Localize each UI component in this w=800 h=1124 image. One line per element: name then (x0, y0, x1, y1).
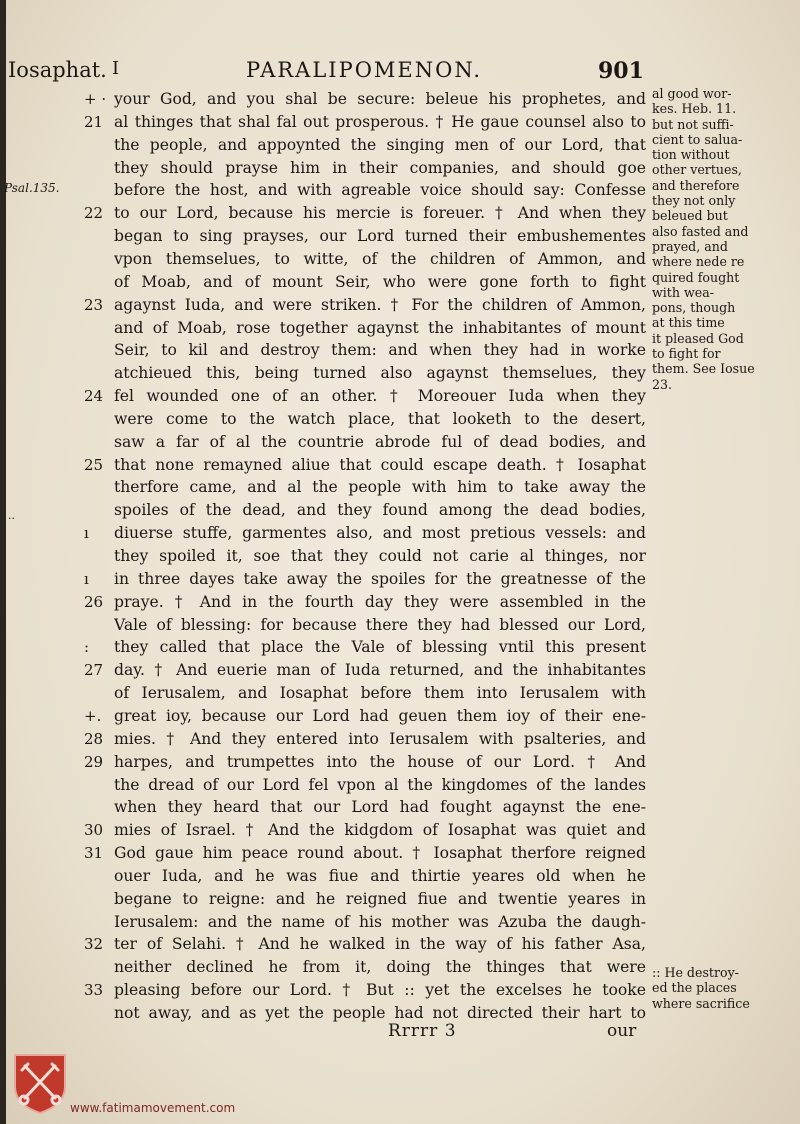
text-line (0, 935, 800, 957)
line-text: Seir, to kil and destroy them: and when they had in worke (114, 341, 646, 360)
line-text: praye. † And in the fourth day they were assembled in the (114, 592, 646, 611)
verse-number: 30 (84, 821, 104, 840)
margin-note-line: al good wor- (652, 86, 732, 101)
margin-note-line: them. See Iosue (652, 361, 755, 377)
text-line (0, 844, 800, 866)
text-line (0, 616, 800, 638)
text-line (0, 593, 800, 615)
line-text: your God, and you shal be secure: beleue his prophetes, and (114, 90, 646, 108)
line-text: diuerse stuffe, garmentes also, and most pretious vessels: and (114, 524, 646, 543)
line-text: they should prayse him in their companies, and should goe (114, 158, 646, 177)
line-text: Vale of blessing: for because there they had blessed our Lord, (114, 615, 646, 634)
verse-number: 22 (84, 204, 104, 223)
line-text: began to sing prayses, our Lord turned their embushementes (114, 227, 646, 246)
text-line (0, 798, 800, 820)
verse-number: +. (84, 706, 102, 725)
papal-keys-logo-icon (12, 1052, 68, 1114)
margin-note-line: kes. Heb. 11. (652, 101, 737, 117)
margin-note-line: other vertues, (652, 162, 742, 178)
margin-note-line: beleued but (652, 208, 728, 224)
line-text: of Ierusalem, and Iosaphat before them into Ierusalem with (114, 684, 646, 703)
line-text: mies of Israel. † And the kidgdom of Iosaphat was quiet and (114, 821, 646, 840)
text-line (0, 684, 800, 706)
margin-note-line: ed the places (652, 980, 737, 996)
verse-number: ı (84, 569, 89, 588)
line-text: in three dayes take away the spoiles for the greatnesse of the (114, 569, 646, 588)
cross-reference: Psal.135. (4, 181, 60, 196)
verse-number: : (84, 638, 90, 657)
line-text: saw a far of al the countrie abrode ful of dead bodies, and (114, 432, 646, 451)
line-text: pleasing before our Lord. † But :: yet the excelses he tooke (114, 981, 646, 1000)
running-head-mark: I (112, 58, 120, 79)
line-text: not away, and as yet the people had not directed their hart to (114, 1004, 646, 1022)
margin-note-line: :: He destroy- (652, 965, 739, 980)
line-text: God gaue him peace round about. † Iosaphat therfore reigned (114, 844, 646, 863)
text-line (0, 456, 800, 478)
text-line (0, 478, 800, 500)
margin-note-good-works (652, 86, 764, 392)
line-text: the dread of our Lord fel vpon al the kingdomes of the landes (114, 775, 646, 794)
margin-note-line: but not suffi- (652, 116, 734, 132)
margin-note-line: pons, though (652, 300, 736, 316)
text-line (0, 890, 800, 912)
text-line (0, 707, 800, 729)
line-text: agaynst Iuda, and were striken. † For the children of Ammon, (114, 295, 646, 314)
line-text: to our Lord, because his mercie is foreuer. † And when they (114, 204, 646, 223)
margin-note-line: it pleased God (652, 330, 744, 346)
line-text: of Moab, and of mount Seir, who were gone forth to fight (114, 272, 646, 291)
margin-note-line: where nede re (652, 254, 745, 270)
text-line (0, 433, 800, 455)
margin-note-line: tion without (652, 147, 730, 163)
verse-number: 32 (84, 935, 104, 954)
line-text: before the host, and with agreable voice should say: Confesse (114, 181, 646, 200)
verse-number: 24 (84, 387, 104, 406)
line-text: the people, and appoynted the singing men of our Lord, that (114, 135, 646, 154)
verse-number: ı (84, 524, 89, 543)
margin-note-line: also fasted and (652, 223, 749, 239)
line-text: were come to the watch place, that looketh to the desert, (114, 409, 646, 428)
text-line (0, 821, 800, 843)
text-line (0, 501, 800, 523)
line-text: atchieued this, being turned also agaynst themselues, they (114, 364, 646, 383)
verse-number: 29 (84, 752, 104, 771)
text-line (0, 867, 800, 889)
verse-number: 31 (84, 844, 104, 863)
stray-marginal-mark: ·· (8, 512, 15, 525)
text-line (0, 570, 800, 592)
margin-note-line: with wea- (652, 284, 714, 300)
verse-number: 27 (84, 661, 104, 680)
line-text: spoiles of the dead, and they found among the dead bodies, (114, 501, 646, 520)
text-line (0, 913, 800, 935)
margin-note-line: and therefore (652, 177, 740, 193)
running-head-left: Iosaphat. (8, 58, 107, 82)
line-text: fel wounded one of an other. † Moreouer Iuda when they (114, 387, 646, 406)
verse-number: 21 (84, 112, 104, 131)
line-text: Ierusalem: and the name of his mother was Azuba the daugh- (114, 912, 646, 931)
line-text: begane to reigne: and he reigned fiue and twentie yeares in (114, 889, 646, 908)
line-text: when they heard that our Lord had fought agaynst the ene- (114, 798, 646, 817)
line-text: vpon themselues, to witte, of the children of Ammon, and (114, 249, 646, 268)
line-text: they called that place the Vale of blessing vntil this present (114, 638, 646, 657)
line-text: neither declined he from it, doing the thinges that were (114, 958, 646, 977)
text-line (0, 410, 800, 432)
line-text: harpes, and trumpettes into the house of our Lord. † And (114, 752, 646, 771)
verse-number: 33 (84, 981, 104, 1000)
line-text: they spoiled it, soe that they could not carie al thinges, nor (114, 547, 646, 565)
text-line (0, 776, 800, 798)
line-text: al thinges that shal fal out prosperous. † He gaue counsel also to (114, 112, 646, 131)
text-line (0, 547, 800, 569)
line-text: therfore came, and al the people with him to take away the (114, 478, 646, 497)
margin-note-line: to fight for (652, 346, 721, 362)
line-text: and of Moab, rose together agaynst the inhabitantes of mount (114, 318, 646, 337)
verse-number: 26 (84, 592, 104, 611)
margin-note-line: they not only (652, 193, 736, 209)
line-text: that none remayned aliue that could escape death. † Iosaphat (114, 455, 646, 474)
text-line (0, 638, 800, 660)
text-line (0, 753, 800, 775)
page-number: 901 (598, 58, 644, 84)
line-text: great ioy, because our Lord had geuen them ioy of their ene- (114, 706, 646, 725)
line-text: day. † And euerie man of Iuda returned, and the inhabitantes (114, 661, 646, 680)
signature-mark: Rrrrr 3 (388, 1021, 457, 1041)
margin-note-line: at this time (652, 315, 725, 331)
line-text: ter of Selahi. † And he walked in the way of his father Asa, (114, 935, 646, 954)
verse-number: 28 (84, 729, 104, 748)
website-url[interactable]: www.fatimamovement.com (70, 1101, 236, 1115)
verse-number: 25 (84, 455, 104, 474)
margin-note-line: cient to salua- (652, 131, 743, 147)
margin-note-line: 23. (652, 376, 673, 392)
verse-number: 23 (84, 295, 104, 314)
margin-note-line: prayed, and (652, 238, 728, 254)
text-line (0, 730, 800, 752)
margin-note-line: where sacrifice (652, 995, 750, 1011)
margin-note-excelses (652, 965, 764, 1011)
verse-number: + · (84, 90, 107, 108)
text-line (0, 661, 800, 683)
line-text: mies. † And they entered into Ierusalem with psalteries, and (114, 729, 646, 748)
running-title: PARALIPOMENON. (246, 58, 483, 82)
margin-note-line: quired fought (652, 269, 740, 285)
catchword: our (607, 1021, 637, 1041)
text-line (0, 524, 800, 546)
line-text: ouer Iuda, and he was fiue and thirtie yeares old when he (114, 866, 646, 885)
